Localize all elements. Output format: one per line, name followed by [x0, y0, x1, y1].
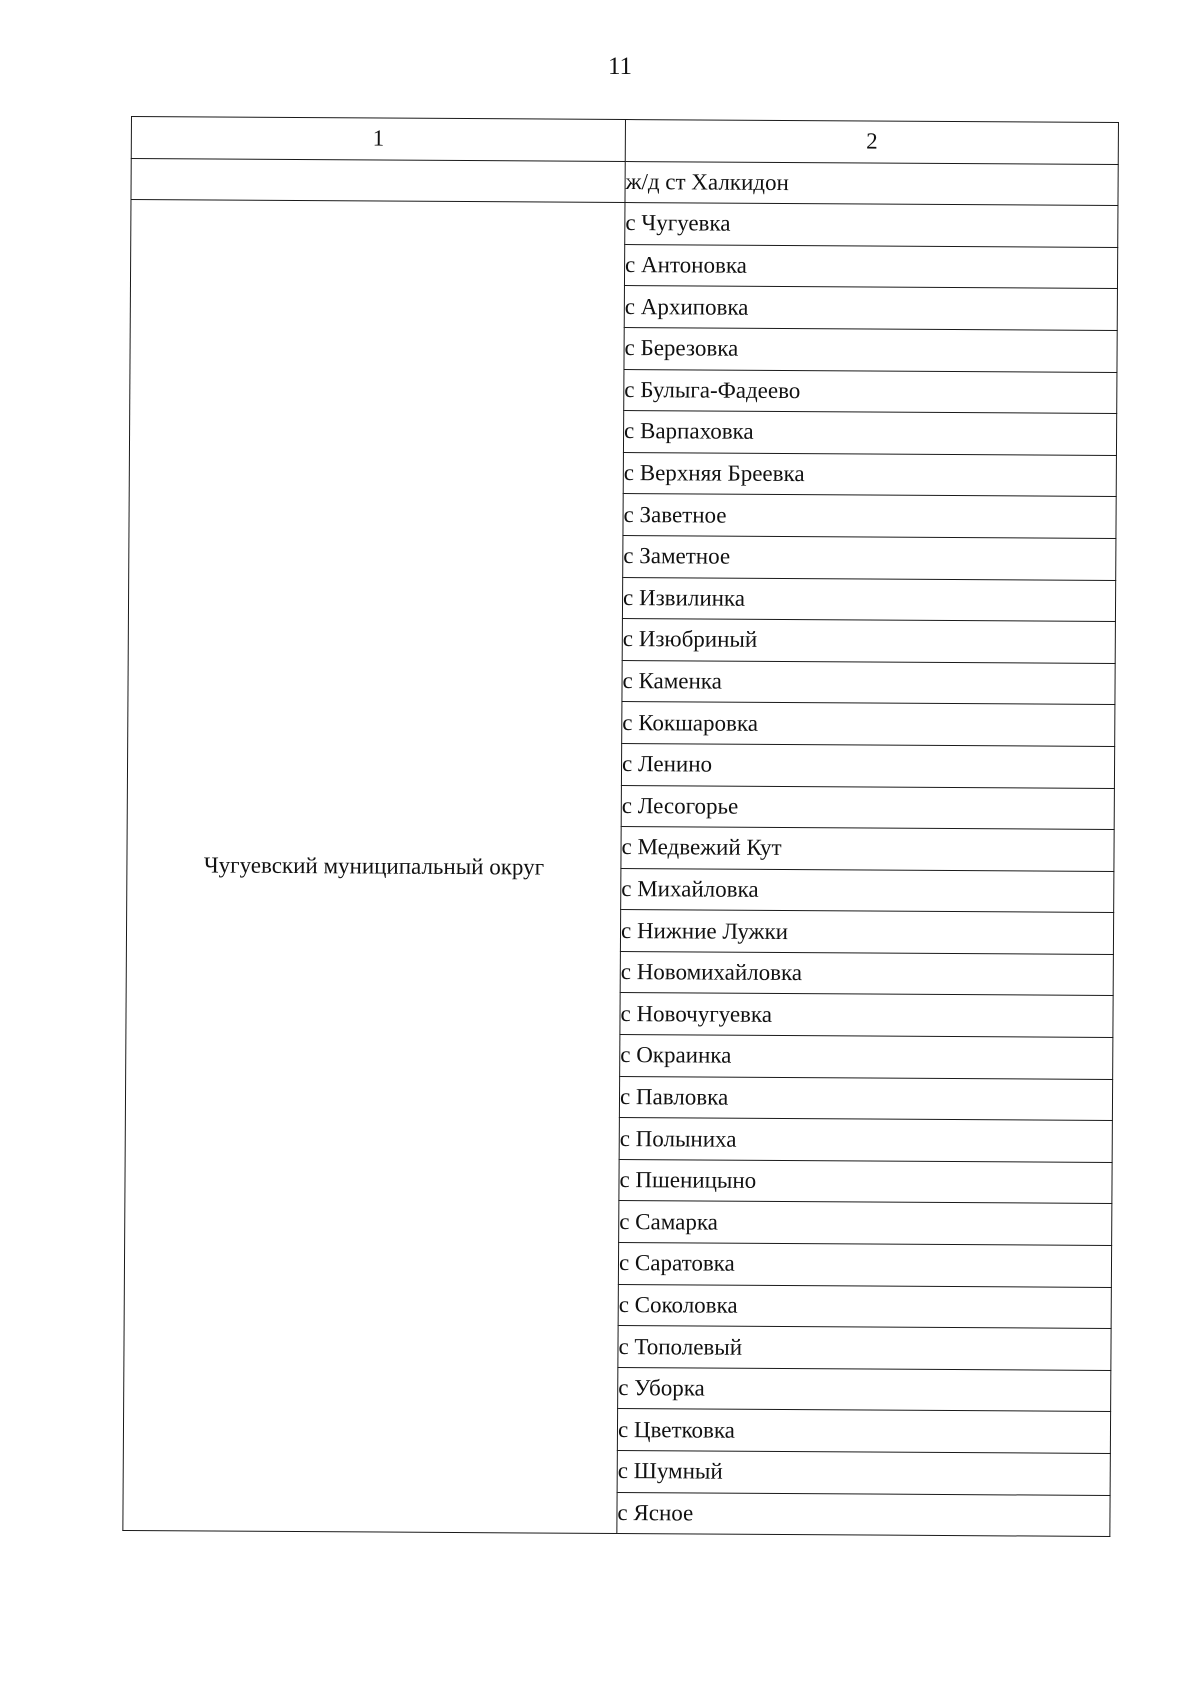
place-cell: с Изюбриный: [622, 619, 1115, 664]
place-cell: с Ленино: [621, 743, 1114, 788]
place-cell: с Саратовка: [618, 1243, 1111, 1288]
place-cell: с Медвежий Кут: [621, 827, 1114, 872]
header-row: [131, 117, 1118, 165]
place-cell: с Окраинка: [620, 1035, 1113, 1080]
place-cell: с Нижние Лужки: [620, 910, 1113, 955]
table-row: [131, 200, 1118, 248]
place-cell: с Заветное: [623, 494, 1116, 539]
place-cell: с Самарка: [619, 1201, 1112, 1246]
place-cell: с Антоновка: [624, 244, 1117, 289]
place-cell: с Варпаховка: [623, 411, 1116, 456]
place-cell: с Шумный: [617, 1450, 1110, 1495]
place-cell: с Булыга-Фадеево: [624, 369, 1117, 414]
place-cell: с Соколовка: [618, 1284, 1111, 1329]
place-cell: с Березовка: [624, 327, 1117, 372]
place-cell: с Ясное: [617, 1492, 1110, 1537]
place-cell: с Павловка: [619, 1076, 1112, 1121]
settlements-table: [122, 116, 1119, 1537]
column-1-header: 1: [131, 117, 625, 162]
place-cell: с Тополевый: [618, 1326, 1111, 1371]
place-cell: с Лесогорье: [621, 785, 1114, 830]
district-cell: Чугуевский муниципальный округ: [123, 200, 625, 1534]
place-cell: с Извилинка: [622, 577, 1115, 622]
place-cell: с Каменка: [622, 660, 1115, 705]
continued-row-district-cell: [131, 158, 625, 203]
place-cell: с Чугуевка: [625, 203, 1118, 248]
place-cell: с Пшеницыно: [619, 1159, 1112, 1204]
place-cell: с Заметное: [623, 535, 1116, 580]
place-cell: с Цветковка: [617, 1409, 1110, 1454]
column-2-header: 2: [625, 120, 1118, 165]
place-cell: с Полыниха: [619, 1118, 1112, 1163]
place-cell: с Архиповка: [624, 286, 1117, 331]
place-cell: с Кокшаровка: [622, 702, 1115, 747]
place-cell: с Новочугуевка: [620, 993, 1113, 1038]
place-cell: с Новомихайловка: [620, 951, 1113, 996]
place-cell: с Уборка: [618, 1367, 1111, 1412]
place-cell: с Верхняя Бреевка: [623, 452, 1116, 497]
page-number: 11: [607, 53, 633, 80]
continued-row: [131, 158, 1118, 206]
continued-row-place-cell: ж/д ст Халкидон: [625, 161, 1118, 206]
table-body: [123, 117, 1119, 1537]
place-cell: с Михайловка: [621, 868, 1114, 913]
